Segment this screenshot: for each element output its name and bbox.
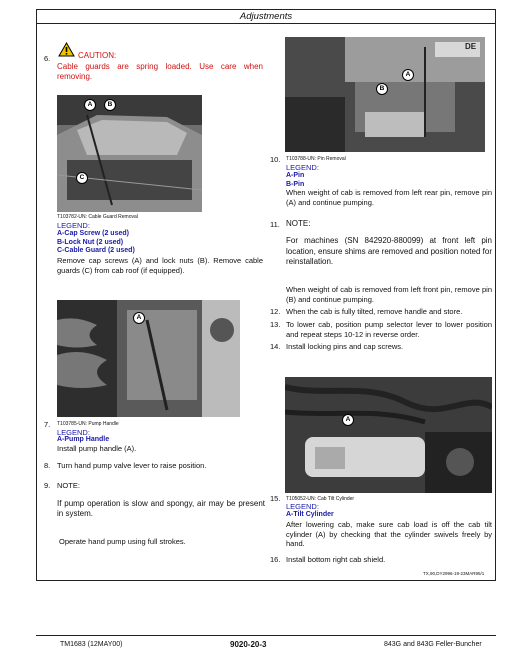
step-12-text: When the cab is fully tilted, remove handle and store.	[286, 307, 463, 316]
step-16-number: 16.	[270, 555, 281, 564]
legend-item: C-Cable Guard (2 used)	[57, 247, 135, 254]
step-15-image-id: T105052-UN: Cab Tilt Cylinder	[286, 496, 355, 502]
callout-a: A	[342, 414, 354, 426]
step-6-body: Remove cap screws (A) and lock nuts (B). Remove cable guards (C) from cab roof (if equipped).	[57, 256, 263, 275]
warning-triangle-icon	[58, 42, 75, 57]
page-header	[36, 9, 496, 24]
legend-item: A-Cap Screw (2 used)	[57, 230, 129, 237]
callout-b: B	[104, 99, 116, 111]
step-7-legend-title: LEGEND:	[57, 428, 90, 437]
callout-a: A	[84, 99, 96, 111]
step-14-text: Install locking pins and cap screws.	[286, 342, 404, 351]
step-6-image-id: T103782-UN: Cable Guard Removal	[57, 214, 138, 220]
step-10-legend	[286, 172, 304, 189]
step-13-text: To lower cab, position pump selector lever to lower position and repeat steps 10-12 in reverse order.	[286, 320, 492, 339]
step-11-note: For machines (SN 842920-880099) at front left pin location, ensure shims are removed and position noted for reinstallation.	[286, 236, 492, 266]
step-6-legend-title: LEGEND:	[57, 221, 90, 230]
callout-c: C	[76, 172, 88, 184]
callout-a: A	[133, 312, 145, 324]
caution-text: Cable guards are spring loaded. Use care when removing.	[57, 62, 263, 81]
step-11-number: 11.	[270, 220, 280, 229]
caution-label: CAUTION:	[78, 51, 117, 60]
step-6-number: 6.	[44, 54, 51, 63]
step-10-body: When weight of cab is removed from left rear pin, remove pin (A) and continue pumping.	[286, 188, 492, 207]
cable-guard-photo	[57, 95, 202, 212]
step-6-legend	[57, 230, 135, 256]
step-8-text: Turn hand pump valve lever to raise position.	[57, 461, 207, 470]
step-16-text: Install bottom right cab shield.	[286, 555, 386, 564]
step-15-body: After lowering cab, make sure cab load is off the cab tilt cylinder (A) by checking that the cylinder swivels freely by hand.	[286, 520, 492, 548]
callout-a: A	[402, 69, 414, 81]
step-15-legend-item: A-Tilt Cylinder	[286, 511, 334, 518]
step-9-label: NOTE:	[57, 481, 80, 490]
step-7-image-id: T103785-UN: Pump Handle	[57, 421, 119, 427]
pin-removal-photo	[285, 37, 485, 152]
step-9-note: If pump operation is slow and spongy, air may be present in system.	[57, 499, 265, 518]
legend-item: B-Lock Nut (2 used)	[57, 238, 124, 246]
legend-item: B-Pin	[286, 180, 305, 188]
step-15-number: 15.	[270, 494, 281, 503]
step-13-number: 13.	[270, 320, 281, 329]
step-9-text: Operate hand pump using full strokes.	[59, 537, 186, 546]
callout-b: B	[376, 83, 388, 95]
step-8-number: 8.	[44, 461, 51, 470]
footer-page-number: 9020-20-3	[230, 640, 267, 649]
header-title: Adjustments	[239, 11, 293, 22]
footer-divider	[36, 635, 496, 636]
step-11-label: NOTE:	[286, 219, 311, 228]
step-14-number: 14.	[270, 342, 281, 351]
step-7-body: Install pump handle (A).	[57, 444, 137, 453]
legend-item: A-Pin	[286, 172, 305, 179]
step-10-legend-title: LEGEND:	[286, 163, 319, 172]
step-7-legend-item: A-Pump Handle	[57, 436, 110, 443]
step-10-number: 10.	[270, 155, 281, 164]
step-10-image-id: T103788-UN: Pin Removal	[286, 156, 346, 162]
step-9-number: 9.	[44, 481, 51, 490]
footer-product: 843G and 843G Feller-Buncher	[384, 641, 482, 648]
footer-manual-id: TM1683 (12MAY00)	[60, 641, 123, 648]
machine-sign-text: DE	[465, 42, 477, 51]
step-11-text: When weight of cab is removed from left front pin, remove pin (B) and continue pumping.	[286, 285, 492, 304]
step-15-legend-title: LEGEND:	[286, 502, 319, 511]
cab-tilt-cylinder-photo	[285, 377, 492, 493]
pump-handle-photo	[57, 300, 240, 417]
step-7-number: 7.	[44, 420, 51, 429]
document-reference: TX,90,DY2996-19-23MAR95/1	[423, 571, 485, 576]
step-12-number: 12.	[270, 307, 281, 316]
